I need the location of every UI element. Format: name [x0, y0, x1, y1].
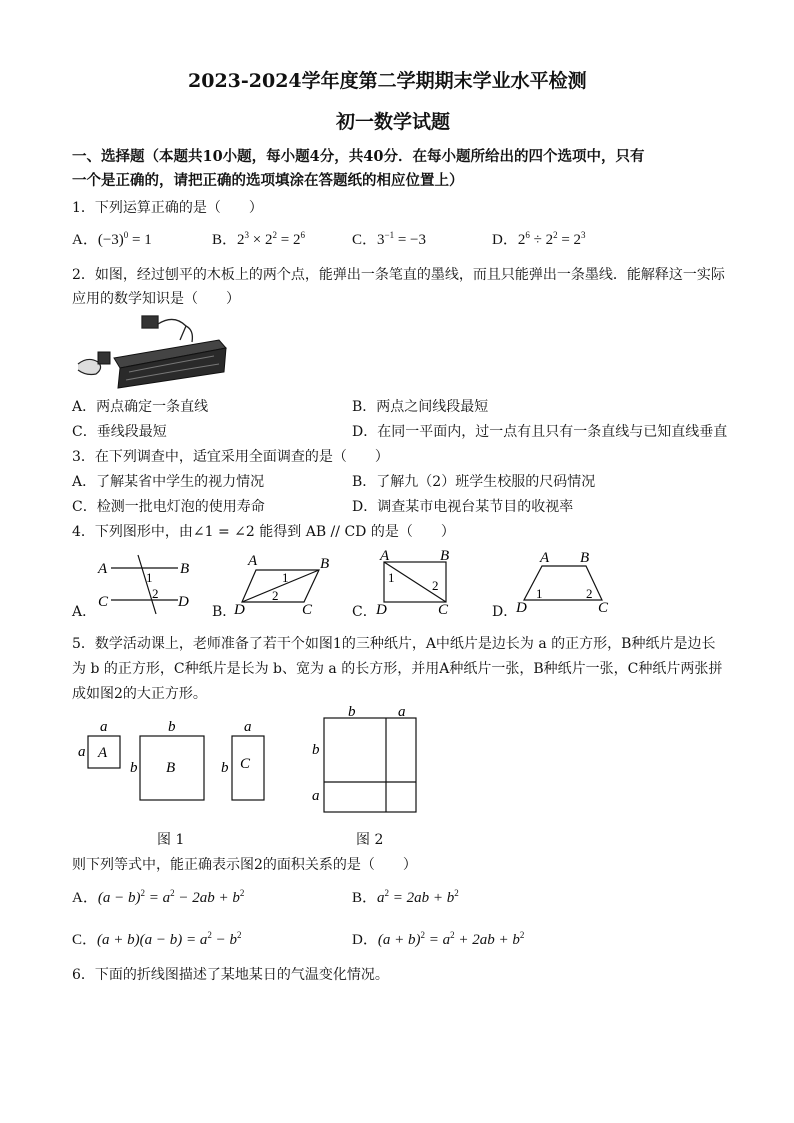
svg-text:C: C [240, 756, 251, 772]
q6-stem: 6．下面的折线图描述了某地某日的气温变化情况。 [72, 967, 389, 983]
svg-text:a: a [312, 788, 320, 804]
q2-stem-line2: 应用的数学知识是（ ） [72, 291, 240, 307]
section-heading-line1: 一、选择题（本题共10小题，每小题4分，共40分．在每小题所给出的四个选项中，只有 [72, 148, 645, 165]
svg-text:D: D [376, 602, 387, 618]
q5-option-c: C．$(a + b)(a - b) = a^2 - b^2$ [72, 930, 242, 948]
svg-text:A: A [248, 553, 258, 569]
card-a [78, 719, 120, 768]
q5-figure-2 [306, 704, 436, 814]
q2-stem-line1: 2．如图，经过刨平的木板上的两个点，能弹出一条笔直的墨线，而且只能弹出一条墨线．能解释这一实际 [72, 267, 725, 283]
section-heading-line2: 一个是正确的，请把正确的选项填涂在答题纸的相应位置上） [72, 172, 464, 189]
svg-text:D: D [178, 594, 189, 610]
svg-text:a: a [398, 704, 406, 720]
svg-text:A: A [540, 550, 550, 566]
q5-figure-1-caption: 图 1 [157, 832, 185, 848]
card-b [130, 719, 204, 800]
left-hand [78, 359, 101, 374]
svg-text:1: 1 [146, 570, 153, 585]
card-c [221, 719, 264, 800]
svg-text:b: b [168, 719, 176, 735]
svg-text:b: b [130, 760, 138, 776]
svg-text:2: 2 [432, 578, 439, 593]
svg-text:B: B [180, 561, 190, 577]
svg-text:2: 2 [586, 586, 593, 601]
q4-figure-a [96, 550, 206, 620]
svg-text:a: a [100, 719, 108, 735]
ink-pot [98, 352, 110, 364]
q1-option-c: C．$3^{-1} = -3$ [352, 230, 427, 248]
q5-stem-line1: 5．数学活动课上，老师准备了若干个如图1的三种纸片，A中纸片是边长为 a 的正方形，B种纸片是边长 [72, 636, 716, 652]
q4-option-b-label: B． [212, 604, 237, 620]
q3-option-c: C．检测一批电灯泡的使用寿命 [72, 499, 265, 515]
exam-title: 2023-2024学年度第二学期期末学业水平检测 [188, 70, 587, 92]
svg-text:C: C [98, 594, 109, 610]
q5-stem-line3: 成如图2的大正方形。 [72, 686, 207, 702]
svg-text:b: b [221, 760, 229, 776]
board [114, 340, 226, 388]
svg-text:A: A [98, 561, 108, 577]
q5-option-d: D．$(a + b)^2 = a^2 + 2ab + b^2$ [352, 930, 525, 948]
svg-text:B: B [320, 556, 330, 572]
q1-option-d: D．$2^6 \div 2^2 = 2^3$ [492, 230, 586, 248]
q5-stem-line2: 为 b 的正方形，C种纸片是长为 b、宽为 a 的长方形，并用A种纸片一张，B种纸片一张，C种纸片两张拼 [72, 661, 723, 677]
q5-option-a: A．$(a - b)^2 = a^2 - 2ab + b^2$ [72, 888, 245, 906]
q4-figure-c [376, 546, 476, 618]
hand-figure [142, 316, 192, 342]
svg-text:C: C [302, 602, 313, 618]
svg-text:b: b [348, 704, 356, 720]
svg-text:C: C [438, 602, 449, 618]
q3-stem: 3．在下列调查中，适宜采用全面调查的是（ ） [72, 449, 389, 465]
q3-option-d: D．调查某市电视台某节目的收视率 [352, 499, 574, 515]
svg-text:1: 1 [388, 570, 395, 585]
svg-text:D: D [516, 600, 527, 616]
svg-text:2: 2 [272, 588, 279, 603]
q4-figure-d [514, 546, 624, 618]
q4-figure-b [234, 550, 344, 620]
svg-text:a: a [78, 744, 86, 760]
svg-text:b: b [312, 742, 320, 758]
q2-option-d: D．在同一平面内，过一点有且只有一条直线与已知直线垂直 [352, 424, 728, 440]
svg-text:1: 1 [282, 570, 289, 585]
svg-text:2: 2 [152, 586, 159, 601]
q4-option-d-label: D． [492, 604, 518, 620]
q5-option-b: B．$a^2 = 2ab + b^2$ [352, 888, 459, 906]
q4-option-c-label: C． [352, 604, 377, 620]
svg-text:D: D [234, 602, 245, 618]
q1-option-a: A．$(-3)^0 = 1$ [72, 230, 152, 248]
svg-text:B: B [580, 550, 590, 566]
q1-stem: 1．下列运算正确的是（ ） [72, 200, 263, 216]
svg-text:C: C [598, 600, 609, 616]
q1-option-b: B．$2^3 \times 2^2 = 2^6$ [212, 230, 305, 248]
exam-subtitle: 初一数学试题 [336, 111, 451, 133]
q2-board-illustration [74, 310, 234, 392]
q5-figure-2-caption: 图 2 [356, 832, 384, 848]
q2-option-b: B．两点之间线段最短 [352, 399, 489, 415]
q3-option-a: A．了解某省中学生的视力情况 [72, 474, 265, 490]
svg-text:1: 1 [536, 586, 543, 601]
q5-question: 则下列等式中，能正确表示图2的面积关系的是（ ） [72, 857, 417, 873]
q4-option-a-label: A． [72, 604, 97, 620]
svg-text:A: A [98, 745, 108, 761]
q4-stem: 4．下列图形中，由∠1 = ∠2 能得到 AB // CD 的是（ ） [72, 524, 455, 540]
svg-text:A: A [380, 548, 390, 564]
svg-text:B: B [440, 548, 450, 564]
q2-option-a: A．两点确定一条直线 [72, 399, 209, 415]
svg-text:B: B [166, 760, 176, 776]
q3-option-b: B．了解九（2）班学生校服的尺码情况 [352, 474, 596, 490]
q5-figure-1 [74, 716, 274, 826]
svg-text:a: a [244, 719, 252, 735]
q2-option-c: C．垂线段最短 [72, 424, 167, 440]
